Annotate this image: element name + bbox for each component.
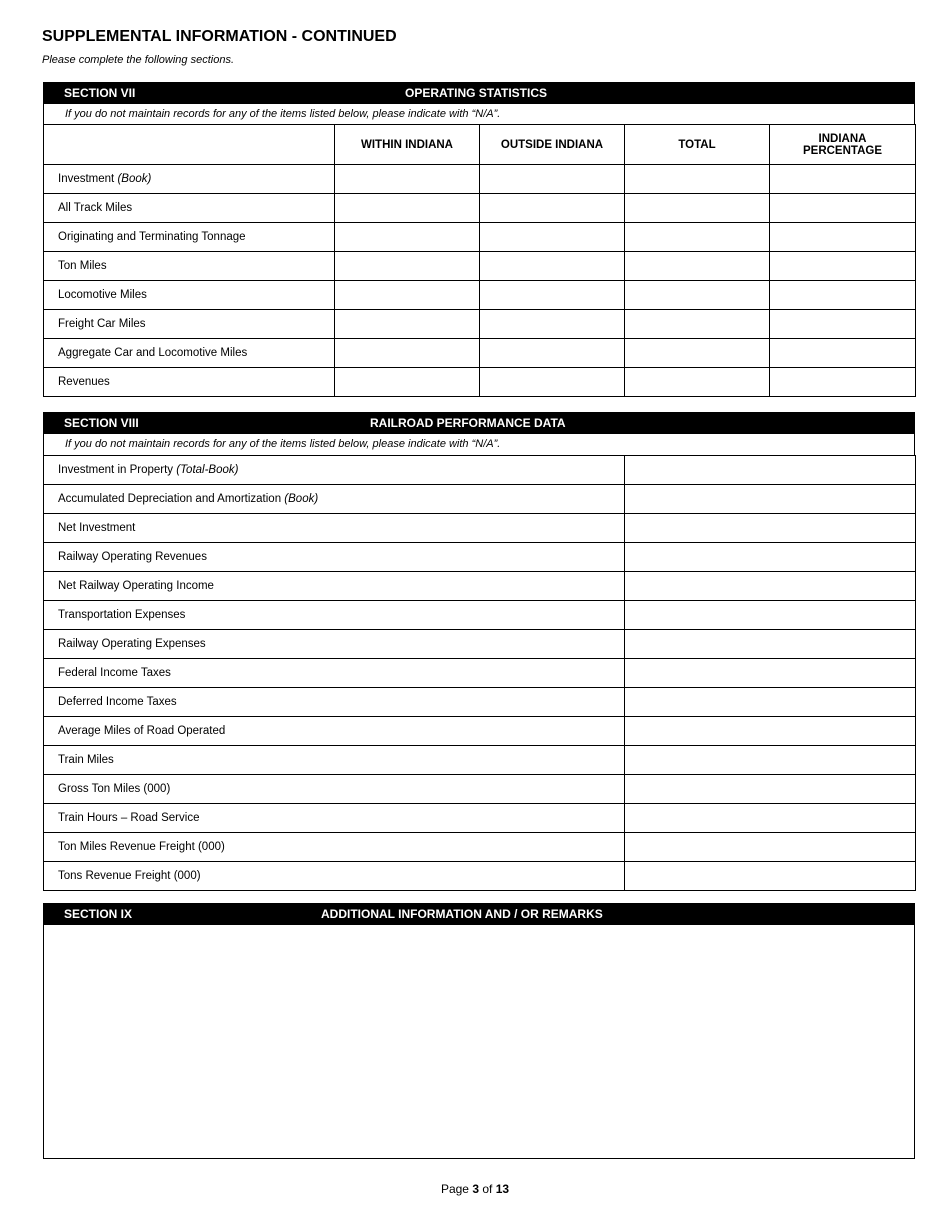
within-indiana-entry-cell[interactable] <box>335 310 480 339</box>
table-row <box>44 746 916 775</box>
row-label-text: Railway Operating Revenues <box>58 551 207 563</box>
section-number: SECTION VIII <box>64 416 139 430</box>
total-entry-cell[interactable] <box>625 281 770 310</box>
row-label <box>44 659 625 688</box>
value-entry-cell[interactable] <box>625 485 916 514</box>
row-label <box>44 717 625 746</box>
within-indiana-entry-cell[interactable] <box>335 223 480 252</box>
table-header-row <box>44 125 916 165</box>
table-row <box>44 601 916 630</box>
row-label <box>44 833 625 862</box>
row-label <box>44 543 625 572</box>
page-number <box>0 1182 950 1196</box>
row-label <box>44 485 625 514</box>
outside-indiana-entry-cell[interactable] <box>480 310 625 339</box>
outside-indiana-entry-cell[interactable] <box>480 368 625 397</box>
table-row <box>44 368 916 397</box>
table-row <box>44 194 916 223</box>
indiana-percentage-entry-cell[interactable] <box>770 223 916 252</box>
row-label <box>44 252 335 281</box>
total-entry-cell[interactable] <box>625 252 770 281</box>
table-row <box>44 456 916 485</box>
indiana-percentage-entry-cell[interactable] <box>770 281 916 310</box>
total-entry-cell[interactable] <box>625 368 770 397</box>
outside-indiana-entry-cell[interactable] <box>480 194 625 223</box>
page-current: 3 <box>472 1182 479 1196</box>
table-row <box>44 717 916 746</box>
within-indiana-entry-cell[interactable] <box>335 194 480 223</box>
within-indiana-entry-cell[interactable] <box>335 368 480 397</box>
row-label <box>44 281 335 310</box>
table-row <box>44 165 916 194</box>
section-vii-header <box>43 82 915 104</box>
section-title: ADDITIONAL INFORMATION AND / OR REMARKS <box>321 907 603 921</box>
indiana-percentage-entry-cell[interactable] <box>770 310 916 339</box>
section-viii-header <box>43 412 915 434</box>
total-entry-cell[interactable] <box>625 223 770 252</box>
outside-indiana-entry-cell[interactable] <box>480 223 625 252</box>
row-label-text: Train Miles <box>58 754 114 766</box>
within-indiana-entry-cell[interactable] <box>335 339 480 368</box>
indiana-percentage-entry-cell[interactable] <box>770 194 916 223</box>
table-row <box>44 630 916 659</box>
row-label-text: Tons Revenue Freight (000) <box>58 870 201 882</box>
value-entry-cell[interactable] <box>625 514 916 543</box>
remarks-input-area[interactable] <box>43 925 915 1159</box>
row-label-text: Accumulated Depreciation and Amortization <box>58 493 285 505</box>
page-title: SUPPLEMENTAL INFORMATION - CONTINUED <box>42 28 397 45</box>
indiana-percentage-entry-cell[interactable] <box>770 252 916 281</box>
column-header: TOTAL <box>625 125 770 165</box>
total-entry-cell[interactable] <box>625 194 770 223</box>
row-label <box>44 194 335 223</box>
value-entry-cell[interactable] <box>625 717 916 746</box>
operating-statistics-table <box>43 124 916 397</box>
row-label-text: Ton Miles Revenue Freight (000) <box>58 841 225 853</box>
row-label-qualifier: (Book) <box>284 493 319 505</box>
row-label <box>44 165 335 194</box>
indiana-percentage-entry-cell[interactable] <box>770 368 916 397</box>
row-label-text: All Track Miles <box>58 202 133 214</box>
column-header: OUTSIDE INDIANA <box>480 125 625 165</box>
value-entry-cell[interactable] <box>625 862 916 891</box>
row-label <box>44 688 625 717</box>
row-label <box>44 514 625 543</box>
value-entry-cell[interactable] <box>625 543 916 572</box>
table-row <box>44 310 916 339</box>
within-indiana-entry-cell[interactable] <box>335 252 480 281</box>
section-vii-note: If you do not maintain records for any of the items listed below, please indicate with “N/A”. <box>43 104 915 125</box>
row-label-text: Net Investment <box>58 522 136 534</box>
table-row <box>44 688 916 717</box>
section-number: SECTION VII <box>64 86 136 100</box>
page-subtitle: Please complete the following sections. <box>42 54 234 66</box>
total-entry-cell[interactable] <box>625 165 770 194</box>
table-row <box>44 339 916 368</box>
outside-indiana-entry-cell[interactable] <box>480 252 625 281</box>
row-label-text: Aggregate Car and Locomotive Miles <box>58 347 248 359</box>
value-entry-cell[interactable] <box>625 775 916 804</box>
outside-indiana-entry-cell[interactable] <box>480 165 625 194</box>
row-label-text: Locomotive Miles <box>58 289 147 301</box>
column-header: INDIANA PERCENTAGE <box>770 125 916 165</box>
within-indiana-entry-cell[interactable] <box>335 281 480 310</box>
row-label-text: Transportation Expenses <box>58 609 186 621</box>
value-entry-cell[interactable] <box>625 688 916 717</box>
row-label-text: Railway Operating Expenses <box>58 638 206 650</box>
row-label <box>44 746 625 775</box>
indiana-percentage-entry-cell[interactable] <box>770 339 916 368</box>
row-label <box>44 804 625 833</box>
row-label-text: Train Hours – Road Service <box>58 812 200 824</box>
value-entry-cell[interactable] <box>625 746 916 775</box>
row-label-qualifier: (Total-Book) <box>176 464 239 476</box>
table-row <box>44 804 916 833</box>
value-entry-cell[interactable] <box>625 833 916 862</box>
row-label-text: Gross Ton Miles (000) <box>58 783 171 795</box>
section-title: RAILROAD PERFORMANCE DATA <box>370 416 566 430</box>
row-label <box>44 368 335 397</box>
total-entry-cell[interactable] <box>625 339 770 368</box>
value-entry-cell[interactable] <box>625 659 916 688</box>
row-label-text: Originating and Terminating Tonnage <box>58 231 246 243</box>
total-entry-cell[interactable] <box>625 310 770 339</box>
row-label <box>44 310 335 339</box>
table-row <box>44 252 916 281</box>
page-word: Page <box>440 1182 469 1196</box>
indiana-percentage-entry-cell[interactable] <box>770 165 916 194</box>
table-row <box>44 281 916 310</box>
value-entry-cell[interactable] <box>625 456 916 485</box>
table-row <box>44 514 916 543</box>
row-label-text: Deferred Income Taxes <box>58 696 177 708</box>
row-label-text: Revenues <box>58 376 110 388</box>
table-row <box>44 572 916 601</box>
section-viii-note: If you do not maintain records for any of the items listed below, please indicate with “N/A”. <box>43 434 915 455</box>
table-row <box>44 833 916 862</box>
value-entry-cell[interactable] <box>625 630 916 659</box>
row-label <box>44 223 335 252</box>
table-row <box>44 862 916 891</box>
row-label-text: Investment in Property <box>58 464 177 476</box>
row-label <box>44 572 625 601</box>
table-row <box>44 659 916 688</box>
column-header: WITHIN INDIANA <box>335 125 480 165</box>
within-indiana-entry-cell[interactable] <box>335 165 480 194</box>
row-label <box>44 339 335 368</box>
row-label-text: Ton Miles <box>58 260 107 272</box>
row-label-text: Average Miles of Road Operated <box>58 725 226 737</box>
table-row <box>44 775 916 804</box>
outside-indiana-entry-cell[interactable] <box>480 339 625 368</box>
outside-indiana-entry-cell[interactable] <box>480 281 625 310</box>
row-label <box>44 630 625 659</box>
of-word: of <box>482 1182 493 1196</box>
blank-header-cell <box>44 125 335 165</box>
row-label-text: Net Railway Operating Income <box>58 580 214 592</box>
row-label <box>44 862 625 891</box>
row-label-text: Investment <box>58 173 118 185</box>
row-label <box>44 601 625 630</box>
value-entry-cell[interactable] <box>625 804 916 833</box>
row-label <box>44 775 625 804</box>
value-entry-cell[interactable] <box>625 572 916 601</box>
row-label-qualifier: (Book) <box>117 173 152 185</box>
row-label-text: Freight Car Miles <box>58 318 146 330</box>
row-label <box>44 456 625 485</box>
table-row <box>44 223 916 252</box>
section-title: OPERATING STATISTICS <box>405 86 548 100</box>
row-label-text: Federal Income Taxes <box>58 667 171 679</box>
page-total: 13 <box>495 1182 510 1196</box>
section-number: SECTION IX <box>64 907 133 921</box>
section-ix-header <box>43 903 915 925</box>
table-row <box>44 485 916 514</box>
railroad-performance-table <box>43 455 916 891</box>
table-row <box>44 543 916 572</box>
value-entry-cell[interactable] <box>625 601 916 630</box>
